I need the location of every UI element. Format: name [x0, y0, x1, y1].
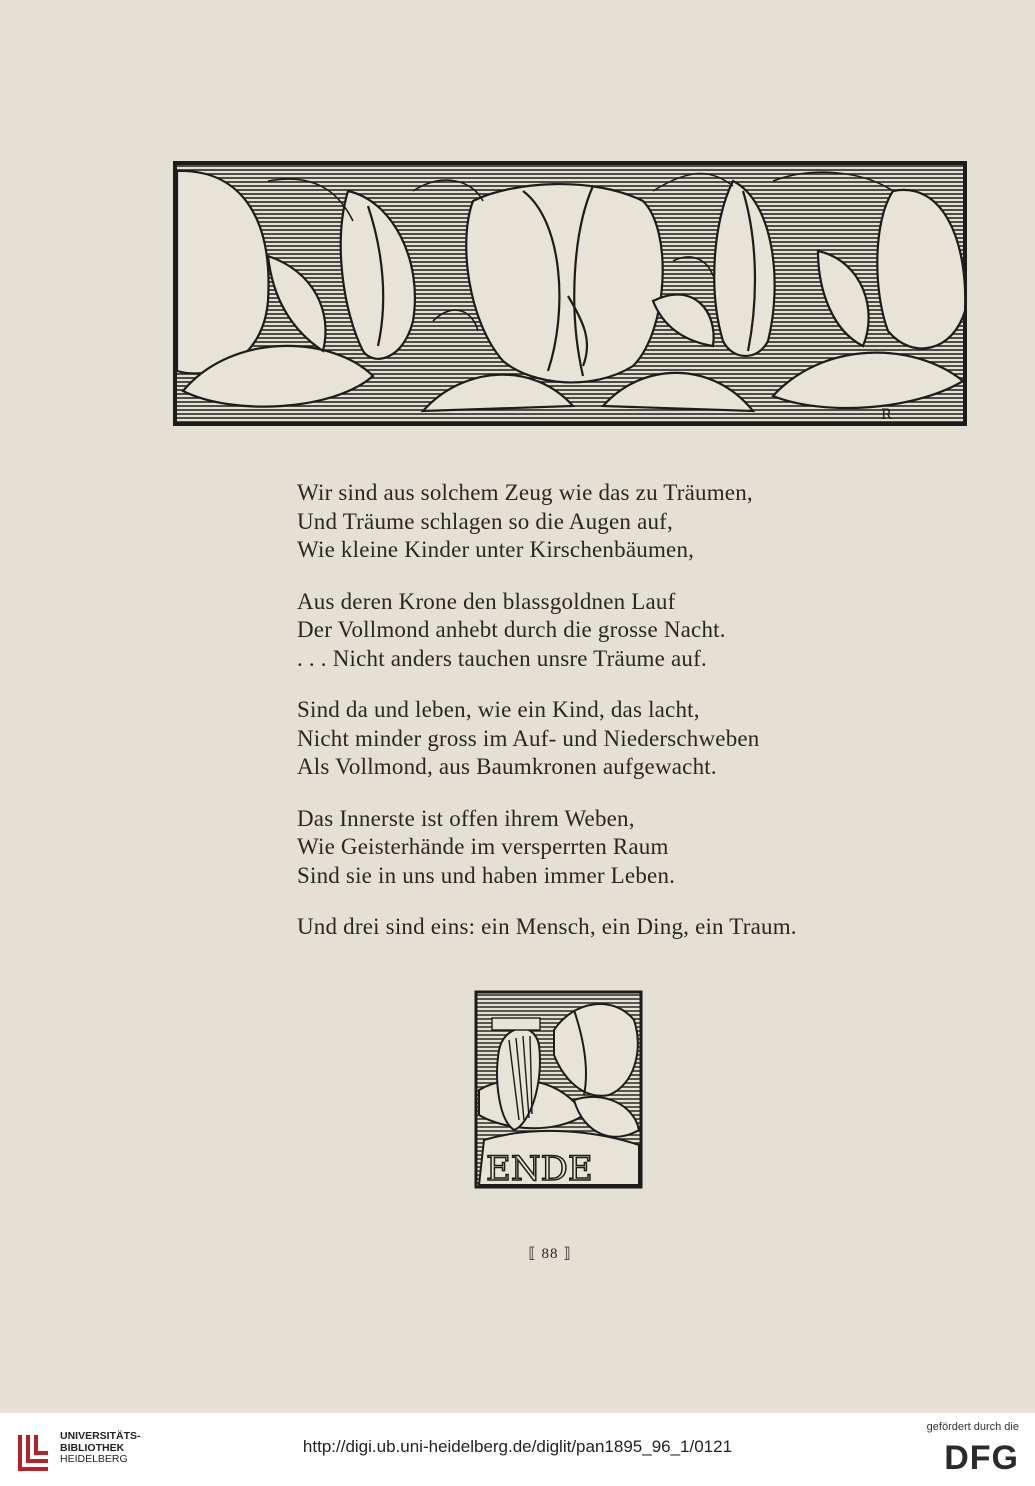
poem-line: Wie Geisterhände im versperrten Raum — [297, 834, 669, 859]
poem-line: Und Träume schlagen so die Augen auf, — [297, 508, 673, 534]
dfg-logo[interactable]: DFG — [944, 1439, 1019, 1477]
stanza-2 — [297, 588, 897, 674]
poem-line: Sind da und leben, wie ein Kind, das lacht, — [297, 697, 700, 722]
stanza-4 — [297, 805, 897, 891]
poem-line: Wie kleine Kinder unter Kirschenbäumen, — [297, 537, 695, 562]
funding-note: gefördert durch die — [926, 1421, 1019, 1433]
lyre-and-flower-vignette — [474, 990, 643, 1189]
magnolia-banner-illustration — [173, 161, 967, 426]
svg-text:R: R — [881, 407, 892, 423]
poem-line: Als Vollmond, aus Baumkronen aufgewacht. — [297, 754, 717, 779]
library-name-line: HEIDELBERG — [60, 1453, 128, 1465]
vignette-label: ENDE — [486, 1149, 593, 1189]
poem-line: Aus deren Krone den blassgoldnen Lauf — [297, 588, 676, 614]
library-name-line: UNIVERSITÄTS- — [60, 1430, 141, 1442]
poem-line: Nicht minder gross im Auf- und Niederschweben — [297, 725, 760, 751]
stanza-3 — [297, 696, 897, 782]
stanza-5 — [297, 913, 897, 942]
poem-line: Und drei sind eins: ein Mensch, ein Ding, ein Traum. — [297, 914, 797, 939]
page-number: ⟦ 88 ⟧ — [528, 1246, 572, 1262]
poem-line: Der Vollmond anhebt durch die grosse Nacht. — [297, 617, 726, 642]
poem-line: . . . Nicht anders tauchen unsre Träume auf. — [297, 645, 707, 671]
poem-line: Sind sie in uns und haben immer Leben. — [297, 862, 676, 888]
footer-bar — [0, 1413, 1035, 1486]
permalink-url[interactable]: http://digi.ub.uni-heidelberg.de/diglit/pan1895_96_1/0121 — [302, 1437, 733, 1456]
poem-line: Wir sind aus solchem Zeug wie das zu Träumen, — [297, 480, 753, 505]
poem-line: Das Innerste ist offen ihrem Weben, — [297, 805, 635, 831]
stanza-1 — [297, 479, 897, 565]
library-name-line: BIBLIOTHEK — [60, 1441, 125, 1454]
poem — [297, 479, 897, 965]
